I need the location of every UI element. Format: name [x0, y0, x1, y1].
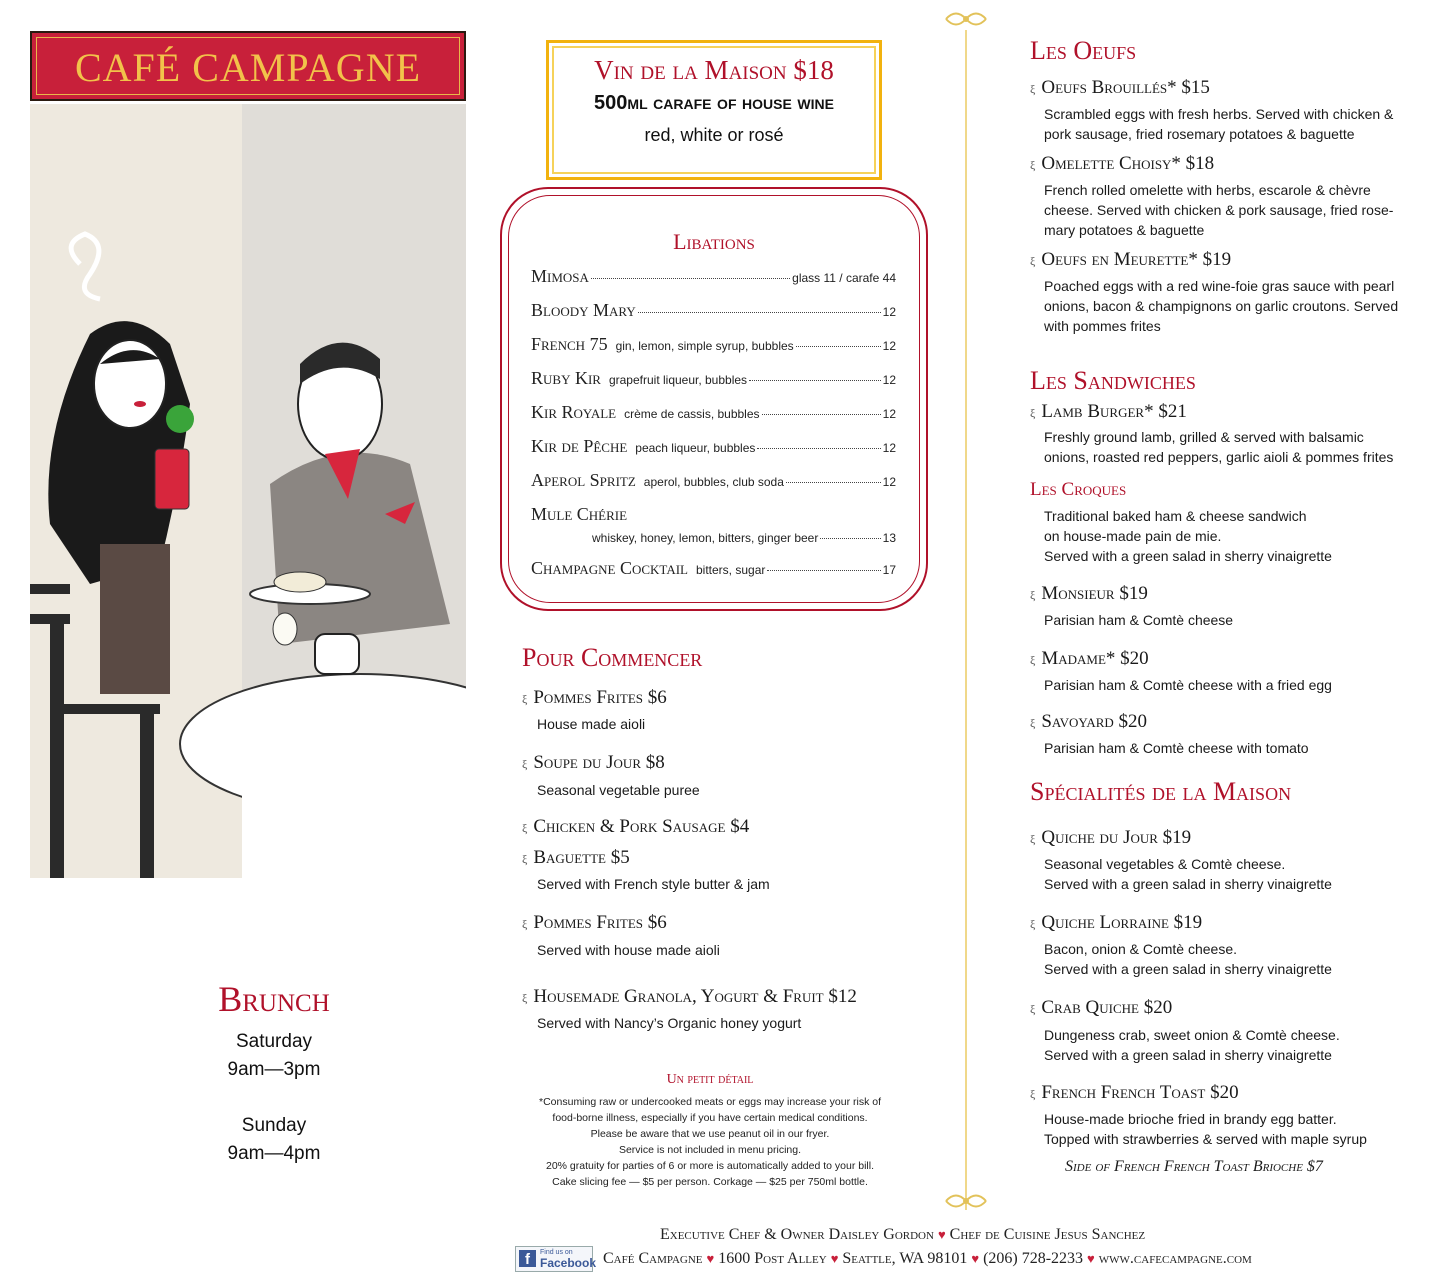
menu-item-desc: Parisian ham & Comtè cheese with tomato	[1044, 740, 1309, 756]
menu-item-desc: Parisian ham & Comtè cheese	[1044, 612, 1234, 628]
facebook-badge[interactable]: f Find us on Facebook	[515, 1246, 593, 1272]
libation-item: Mimosa glass 11 / carafe 44	[531, 266, 896, 286]
column-divider	[965, 30, 967, 1210]
menu-item: ξ Soupe du Jour $8	[522, 752, 665, 773]
menu-item: ξ Quiche du Jour $19	[1030, 827, 1192, 848]
menu-item: ξ Quiche Lorraine $19	[1030, 912, 1203, 933]
cafe-illustration	[30, 104, 466, 878]
menu-item-desc: House-made brioche fried in brandy egg batter. Topped with strawberries & served with maple syrup	[1044, 1111, 1367, 1147]
menu-item: ξ Chicken & Pork Sausage $4	[522, 816, 750, 837]
menu-item-desc: Poached eggs with a red wine-foie gras sauce with pearl onions, bacon & champignons on garlic croutons. Served with pommes frites	[1044, 278, 1399, 334]
menu-item: ξ Lamb Burger* $21	[1030, 401, 1187, 422]
chefs-credit: Executive Chef & Owner Daisley Gordon ♥ Chef de Cuisine Jesus Sanchez	[660, 1226, 1146, 1243]
brunch-hours	[30, 978, 518, 1168]
heart-icon: ♥	[971, 1251, 980, 1266]
menu-item-desc: Parisian ham & Comtè cheese with a fried egg	[1044, 677, 1332, 693]
libation-item: Kir de Pêche peach liqueur, bubbles 12	[531, 436, 896, 456]
facebook-icon: f	[519, 1250, 536, 1267]
side-item: Side of French French Toast Brioche $7	[1065, 1158, 1323, 1175]
menu-item-desc: Seasonal vegetable puree	[537, 782, 700, 798]
heart-icon: ♥	[706, 1251, 715, 1266]
les-croques-title: Les Croques	[1030, 479, 1127, 500]
brunch-hours-line: 9am—4pm	[227, 1143, 321, 1164]
petit-detail-text: *Consuming raw or undercooked meats or eggs may increase your risk of food-borne illness, especially if you have certain medical conditions. Please be aware that we use peanut oil in our fryer. Service is not included in menu pricing. 20% gratuity for parties of 6 or more is automatically added to your bill. Cake slicing fee — $5 per person. Corkage — $25 per 750ml bottle.	[539, 1096, 881, 1188]
menu-item: ξ Madame* $20	[1030, 648, 1149, 669]
les-oeufs-title: Les Oeufs	[1030, 36, 1137, 65]
specialites-title: Spécialités de la Maison	[1030, 777, 1292, 806]
menu-item: ξ Housemade Granola, Yogurt & Fruit $12	[522, 986, 857, 1007]
contact-info: Café Campagne ♥ 1600 Post Alley ♥ Seattle, WA 98101 ♥ (206) 728-2233 ♥ www.cafecampagne.com	[603, 1250, 1252, 1267]
pour-commencer-title: Pour Commencer	[522, 643, 703, 672]
menu-item: ξ Oeufs en Meurette* $19	[1030, 249, 1232, 270]
petit-detail-title: Un petit détail	[666, 1072, 754, 1087]
menu-item: ξ Savoyard $20	[1030, 711, 1148, 732]
ornament-icon	[944, 6, 988, 32]
menu-item-desc: Served with house made aioli	[537, 942, 720, 958]
brunch-hours-line: 9am—3pm	[227, 1059, 321, 1080]
menu-item-desc: Bacon, onion & Comtè cheese. Served with a green salad in sherry vinaigrette	[1044, 941, 1332, 977]
menu-item: ξ Oeufs Brouillés* $15	[1030, 77, 1210, 98]
libation-item: Bloody Mary 12	[531, 300, 896, 320]
brunch-title: Brunch	[218, 979, 330, 1019]
house-wine-options: red, white or rosé	[644, 125, 784, 145]
house-wine-box	[546, 40, 882, 180]
libation-item: Mule Chérie	[531, 504, 628, 524]
menu-item: ξ French French Toast $20	[1030, 1082, 1239, 1103]
ornament-icon	[944, 1188, 988, 1214]
heart-icon: ♥	[830, 1251, 839, 1266]
house-wine-title: Vin de la Maison $18	[594, 55, 834, 85]
logo-text: CAFÉ CAMPAGNE	[74, 45, 422, 90]
brunch-spacer	[30, 1084, 518, 1112]
libations-box	[500, 187, 928, 611]
menu-item: ξ Crab Quiche $20	[1030, 997, 1173, 1018]
libation-item: Kir Royale crème de cassis, bubbles 12	[531, 402, 896, 422]
menu-item-desc: Seasonal vegetables & Comtè cheese. Served with a green salad in sherry vinaigrette	[1044, 856, 1332, 892]
restaurant-logo	[30, 31, 466, 101]
libations-title: Libations	[673, 229, 755, 254]
brunch-day: Sunday	[241, 1115, 307, 1136]
menu-item-desc: Served with French style butter & jam	[537, 876, 770, 892]
house-wine-size: 500ml carafe of house wine	[594, 92, 834, 114]
menu-item: ξ Baguette $5	[522, 847, 630, 868]
menu-item-desc: Freshly ground lamb, grilled & served with balsamic onions, roasted red peppers, garlic aioli & pommes frites	[1044, 429, 1394, 465]
menu-item-desc: Dungeness crab, sweet onion & Comtè cheese. Served with a green salad in sherry vinaigrette	[1044, 1027, 1340, 1063]
libation-item: Champagne Cocktail bitters, sugar 17	[531, 558, 896, 578]
menu-item: ξ Omelette Choisy* $18	[1030, 153, 1215, 174]
heart-icon: ♥	[937, 1227, 946, 1242]
menu-item: ξ Pommes Frites $6	[522, 687, 667, 708]
website-link[interactable]: www.cafecampagne.com	[1098, 1250, 1252, 1267]
menu-item-desc: Served with Nancy’s Organic honey yogurt	[537, 1015, 802, 1031]
libation-item: Aperol Spritz aperol, bubbles, club soda 12	[531, 470, 896, 490]
brunch-day: Saturday	[235, 1031, 313, 1052]
menu-item: ξ Monsieur $19	[1030, 583, 1148, 604]
menu-item-desc: French rolled omelette with herbs, escarole & chèvre cheese. Served with chicken & pork sausage, fried rose- mary potatoes & baguette	[1044, 182, 1394, 238]
menu-item: ξ Pommes Frites $6	[522, 912, 667, 933]
menu-item-desc: Scrambled eggs with fresh herbs. Served with chicken & pork sausage, fried rosemary potatoes & baguette	[1044, 106, 1394, 142]
libation-item: Ruby Kir grapefruit liqueur, bubbles 12	[531, 368, 896, 388]
libation-item: French 75 gin, lemon, simple syrup, bubbles 12	[531, 334, 896, 354]
menu-item-desc: House made aioli	[537, 716, 646, 732]
croques-intro: Traditional baked ham & cheese sandwich on house-made pain de mie. Served with a green salad in sherry vinaigrette	[1044, 508, 1332, 564]
les-sandwiches-title: Les Sandwiches	[1030, 366, 1196, 395]
libation-item-detail: whiskey, honey, lemon, bitters, ginger beer 13	[592, 531, 896, 545]
heart-icon: ♥	[1087, 1251, 1095, 1266]
